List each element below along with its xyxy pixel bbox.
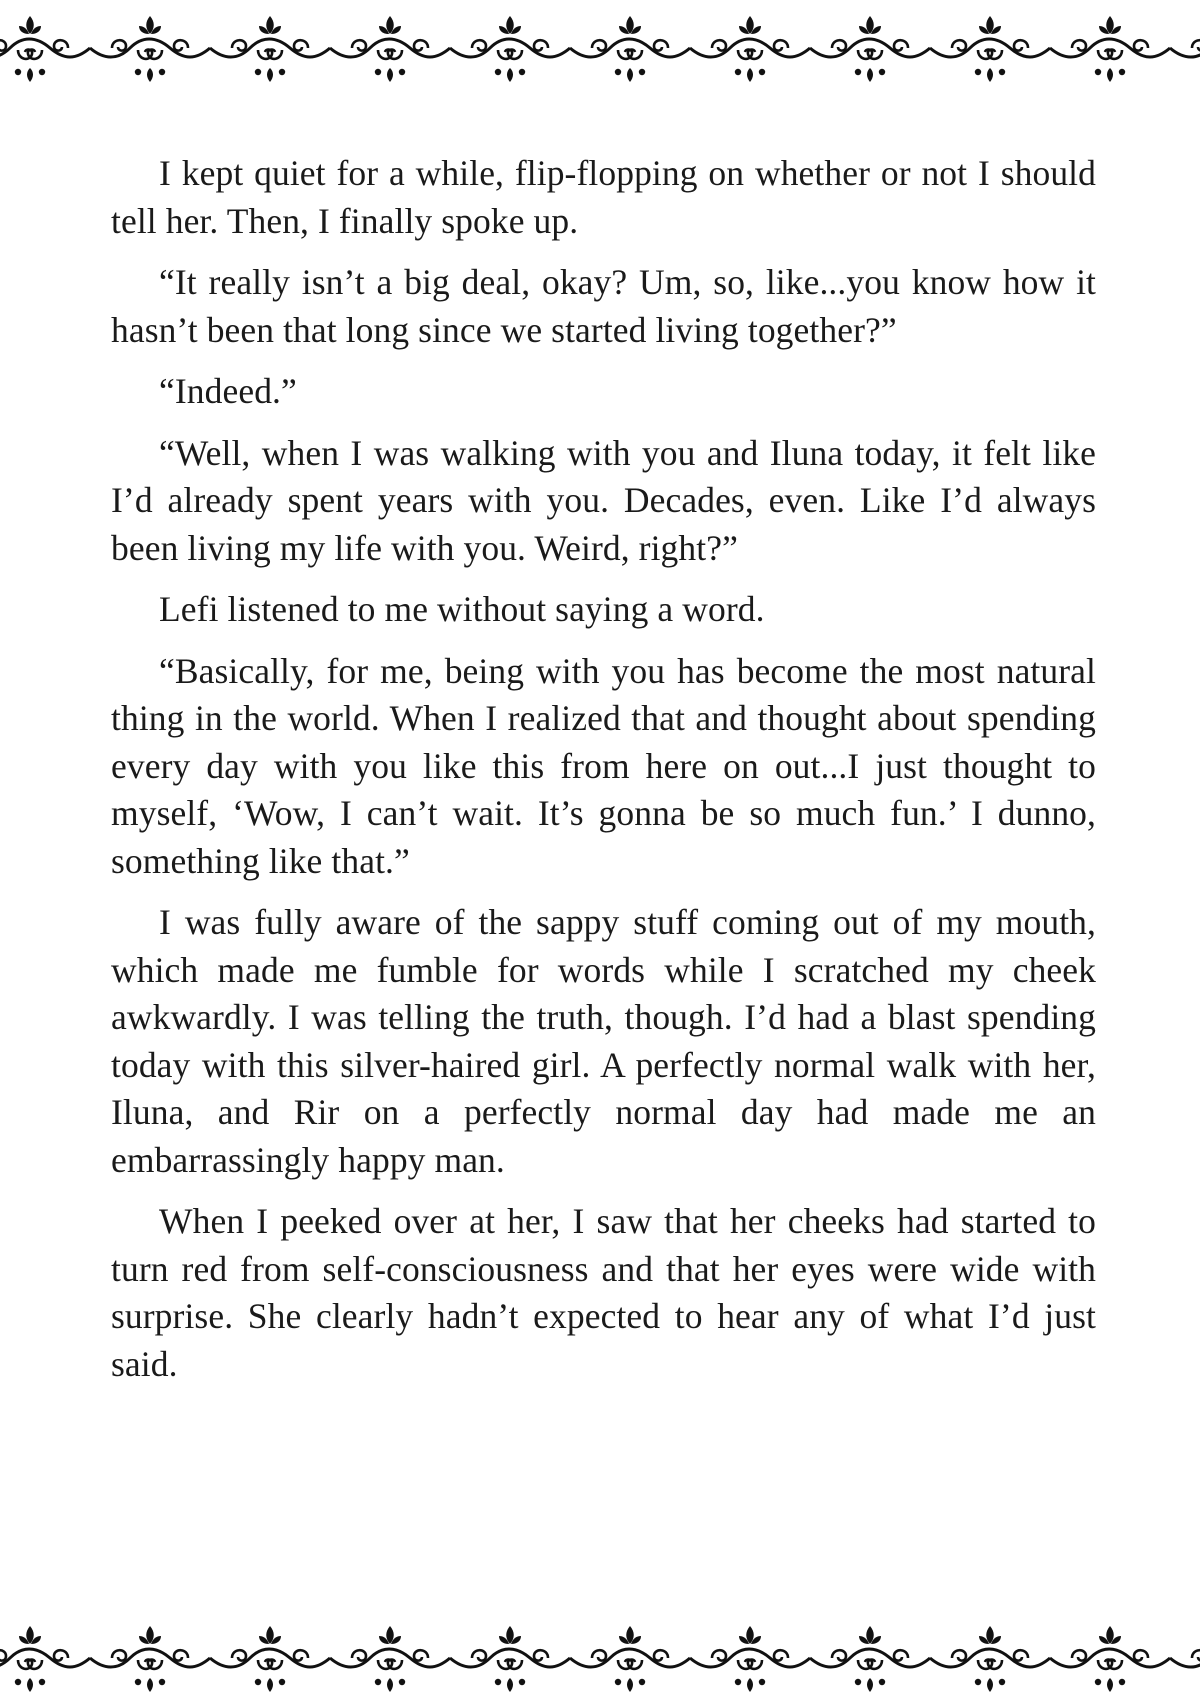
paragraph-2: “It really isn’t a big deal, okay? Um, so, like...you know how it hasn’t been that long since we started living together?”: [111, 262, 1096, 350]
top-ornamental-border: [0, 0, 1200, 96]
paragraph-1: I kept quiet for a while, flip-flopping on whether or not I should tell her. Then, I finally spoke up.: [111, 153, 1096, 241]
paragraph-8: When I peeked over at her, I saw that her cheeks had started to turn red from self-consciousness and that her eyes were wide with surprise. She clearly hadn’t expected to hear any of what I’d just said.: [111, 1201, 1096, 1384]
paragraph-5: Lefi listened to me without saying a word.: [159, 589, 765, 629]
chapter-body-text: [111, 150, 1096, 1402]
bottom-ornamental-border: [0, 1610, 1200, 1706]
paragraph-6: “Basically, for me, being with you has become the most natural thing in the world. When I realized that and thought about spending every day with you like this from here on out...I just thought to myself, ‘Wow, I can’t wait. It’s gonna be so much fun.’ I dunno, something like that.”: [111, 650, 1096, 881]
paragraph-4: “Well, when I was walking with you and Iluna today, it felt like I’d already spent years with you. Decades, even. Like I’d always been living my life with you. Weird, right?”: [111, 432, 1096, 568]
paragraph-7: I was fully aware of the sappy stuff coming out of my mouth, which made me fumble for words while I scratched my cheek awkwardly. I was telling the truth, though. I’d had a blast spending today with this silver-haired girl. A perfectly normal walk with her, Iluna, and Rir on a perfectly normal day had made me an embarrassingly happy man.: [111, 902, 1096, 1180]
paragraph-3: “Indeed.”: [159, 371, 297, 411]
ornamental-scroll-border-icon: [0, 1610, 1200, 1706]
ornamental-scroll-border-icon: [0, 0, 1200, 96]
